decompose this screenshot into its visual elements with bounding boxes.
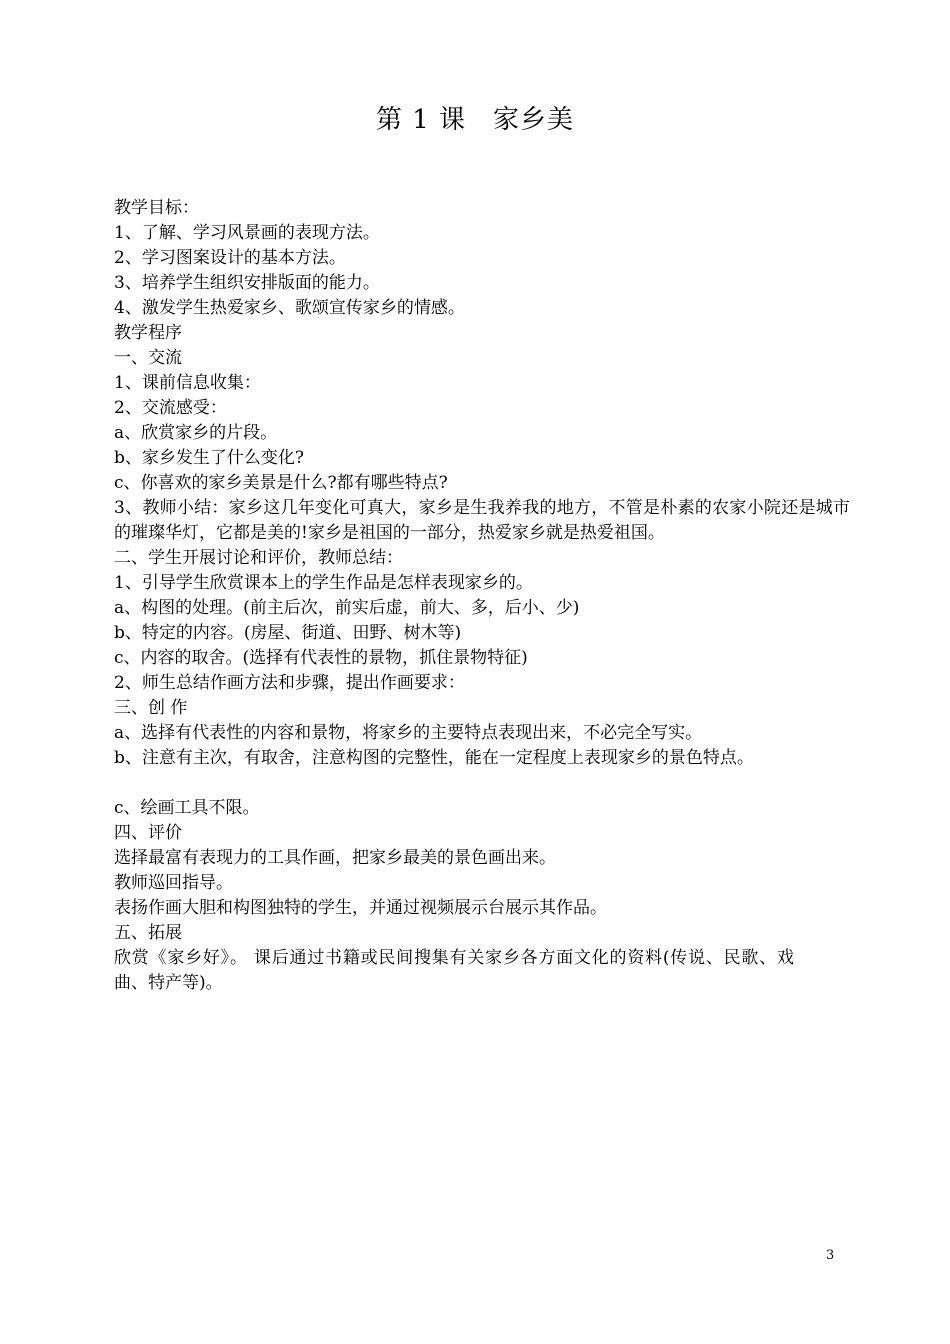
procedure-item: 表扬作画大胆和构图独特的学生，并通过视频展示台展示其作品。 xyxy=(114,898,607,918)
procedure-item: a、构图的处理。(前主后次，前实后虚，前大、多，后小、少) xyxy=(114,598,580,618)
objective-item: 1、了解、学习风景画的表现方法。 xyxy=(114,223,380,243)
objective-item: 3、培养学生组织安排版面的能力。 xyxy=(114,273,380,293)
lesson-title: 第 1 课 家乡美 xyxy=(375,105,575,135)
procedure-item: 选择最富有表现力的工具作画，把家乡最美的景色画出来。 xyxy=(114,848,556,868)
extension-paragraph: 欣赏《家乡好》。 课后通过书籍或民间搜集有关家乡各方面文化的资料(传说、民歌、戏曲、特产等)。 xyxy=(114,948,794,993)
procedure-item: 2、师生总结作画方法和步骤，提出作画要求： xyxy=(114,673,465,693)
procedure-item: c、绘画工具不限。 xyxy=(114,798,260,818)
section-heading: 三、创 作 xyxy=(114,698,188,718)
section-heading: 四、评价 xyxy=(114,823,182,843)
objective-item: 2、学习图案设计的基本方法。 xyxy=(114,248,346,268)
procedure-item: b、家乡发生了什么变化? xyxy=(114,448,304,468)
objectives-heading: 教学目标： xyxy=(114,198,199,218)
procedure-item: 教师巡回指导。 xyxy=(114,873,233,893)
procedure-item: c、内容的取舍。(选择有代表性的景物，抓住景物特征) xyxy=(114,648,528,668)
procedure-item: 1、引导学生欣赏课本上的学生作品是怎样表现家乡的。 xyxy=(114,573,533,593)
section-heading: 五、拓展 xyxy=(114,923,182,943)
procedure-item: a、欣赏家乡的片段。 xyxy=(114,423,278,443)
procedure-item: c、你喜欢的家乡美景是什么?都有哪些特点? xyxy=(114,473,448,493)
section-heading: 一、交流 xyxy=(114,348,182,368)
section-heading: 二、学生开展讨论和评价，教师总结： xyxy=(114,548,403,568)
procedure-item: b、注意有主次，有取舍，注意构图的完整性，能在一定程度上表现家乡的景色特点。 xyxy=(114,748,754,768)
procedure-item: b、特定的内容。(房屋、街道、田野、树木等) xyxy=(114,623,462,643)
objective-item: 4、激发学生热爱家乡、歌颂宣传家乡的情感。 xyxy=(114,298,465,318)
teacher-summary-paragraph: 3、教师小结：家乡这几年变化可真大，家乡是生我养我的地方，不管是朴素的农家小院还是城市的璀璨华灯，它都是美的!家乡是祖国的一部分，热爱家乡就是热爱祖国。 xyxy=(114,498,850,543)
page-number: 3 xyxy=(826,1248,835,1263)
procedure-heading: 教学程序 xyxy=(114,323,182,343)
procedure-item: a、选择有代表性的内容和景物，将家乡的主要特点表现出来，不必完全写实。 xyxy=(114,723,703,743)
blank-line xyxy=(114,771,854,796)
procedure-item: 2、交流感受： xyxy=(114,398,227,418)
procedure-item: 1、课前信息收集： xyxy=(114,373,261,393)
lesson-body xyxy=(114,196,854,996)
